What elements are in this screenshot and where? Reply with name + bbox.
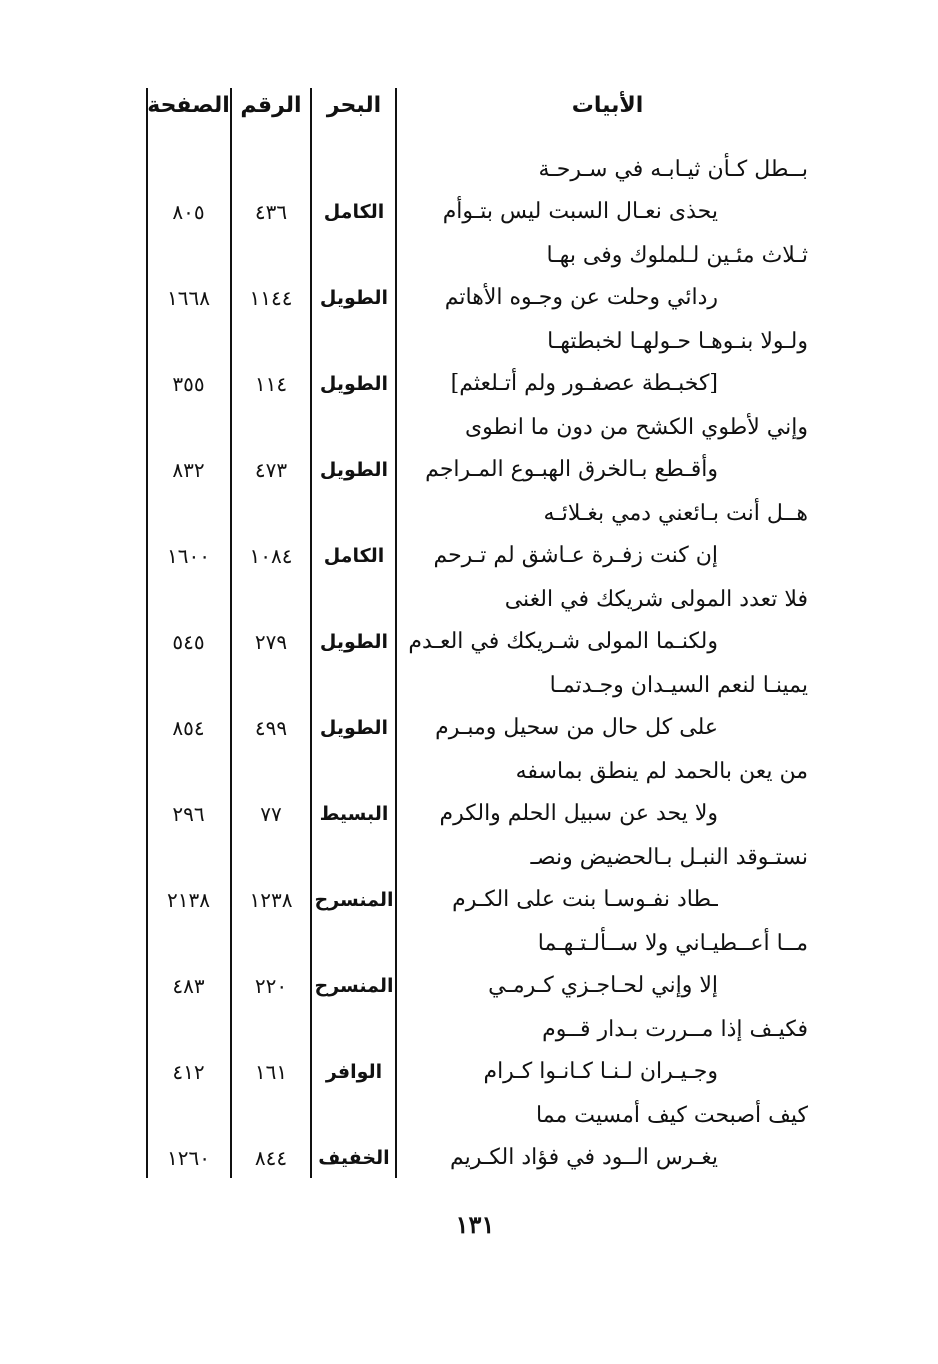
page-cell: ١٦٠٠ (167, 544, 210, 568)
second-hemistich: يغـرس الــود في فؤاد الكـريم (450, 1145, 718, 1170)
first-hemistich: بــطل كـأن ثيـابـه في سـرحـة (538, 157, 808, 182)
second-hemistich: ولا يحد عن سبيل الحلم والكرم (439, 801, 718, 826)
first-hemistich: من يعن بالحمد لم ينطق بماسفه (515, 759, 808, 784)
number-cell: ٢٢٠ (254, 974, 288, 998)
table-row (0, 236, 938, 322)
page-cell: ١٢٦٠ (167, 1146, 210, 1170)
number-cell: ٢٧٩ (254, 630, 288, 654)
page-cell: ٨٣٢ (172, 458, 205, 482)
second-hemistich: ولكنـما المولى شـريكك في العـدم (408, 629, 718, 654)
second-hemistich: ردائي وحلت عن وجـوه الأهاتم (444, 285, 718, 310)
second-hemistich: يحذى نعـال السبت ليس بتـوأم (442, 199, 718, 224)
number-cell: ٤٩٩ (254, 716, 288, 740)
number-cell: ١١٤ (254, 372, 288, 396)
meter-cell: البسيط (319, 803, 389, 825)
table-row (0, 322, 938, 408)
first-hemistich: هــل أنت بـائعني دمي بغـلائـه (543, 501, 808, 526)
second-hemistich: إن كنت زفـرة عـاشق لم تـرحم (433, 543, 718, 568)
first-hemistich: كيف أصبحت كيف أمسيت مما (536, 1103, 808, 1128)
number-cell: ٤٧٣ (254, 458, 288, 482)
meter-cell: الوافر (325, 1061, 383, 1083)
header-number: الرقم (240, 93, 302, 118)
meter-cell: الطويل (319, 287, 389, 309)
number-cell: ١١٤٤ (249, 286, 293, 310)
first-hemistich: يمينـا لنعم السيـدان وجـدتمـا (549, 673, 808, 698)
table-row (0, 1010, 938, 1096)
first-hemistich: وإني لأطوي الكشح من دون ما انطوى (464, 415, 808, 440)
number-cell: ٧٧ (260, 802, 282, 826)
first-hemistich: فلا تعدد المولى شريكك في الغنى (504, 587, 808, 612)
page-cell: ٤١٢ (172, 1060, 205, 1084)
header-verses: الأبيات (571, 93, 644, 118)
second-hemistich: وجـيـران لـنـا كـانـوا كـرام (483, 1059, 718, 1084)
page-cell: ١٦٦٨ (167, 286, 210, 310)
meter-cell: الطويل (319, 373, 389, 395)
table-row (0, 838, 938, 924)
meter-cell: الكامل (323, 545, 385, 567)
meter-cell: الطويل (319, 717, 389, 739)
page-number: ١٣١ (455, 1210, 495, 1239)
table-row (0, 408, 938, 494)
second-hemistich: ـطاد نفـوسـا بنت على الكـرم (452, 887, 718, 912)
meter-cell: الخفيف (318, 1147, 390, 1169)
number-cell: ١٠٨٤ (249, 544, 293, 568)
table-row (0, 752, 938, 838)
meter-cell: المنسرح (314, 975, 394, 997)
table-row (0, 580, 938, 666)
number-cell: ١٢٣٨ (249, 888, 293, 912)
page-cell: ٢٩٦ (172, 802, 205, 826)
meter-cell: المنسرح (314, 889, 394, 911)
page-cell: ٥٤٥ (172, 630, 205, 654)
number-cell: ٨٤٤ (254, 1146, 288, 1170)
table-row (0, 150, 938, 236)
meter-cell: الكامل (323, 201, 385, 223)
second-hemistich: وأقـطع بـالخرق الهبـوع المـراجم (425, 457, 718, 482)
second-hemistich: على كل حال من سحيل ومبـرم (435, 715, 718, 740)
page-cell: ٢١٣٨ (167, 888, 210, 912)
number-cell: ٤٣٦ (254, 200, 288, 224)
table-row (0, 924, 938, 1010)
first-hemistich: مــا أعــطيـاني ولا ســألـتـهـما (537, 931, 808, 956)
table-row (0, 666, 938, 752)
header-meter: البحر (326, 93, 382, 118)
first-hemistich: نستـوقد النبـل بـالحضيض ونصـ (530, 845, 808, 870)
page-cell: ٨٥٤ (172, 716, 205, 740)
page-cell: ٣٥٥ (172, 372, 205, 396)
table-row (0, 494, 938, 580)
meter-cell: الطويل (319, 631, 389, 653)
second-hemistich: إلا وإني لحـاجـزي كـرمـي (488, 973, 718, 998)
header-page: الصفحة (147, 93, 230, 118)
page-cell: ٨٠٥ (172, 200, 205, 224)
table-row (0, 1096, 938, 1182)
meter-cell: الطويل (319, 459, 389, 481)
page-cell: ٤٨٣ (172, 974, 205, 998)
first-hemistich: فكيـف إذا مــررت بـدار قــوم (542, 1017, 808, 1042)
first-hemistich: ثـلاث مئـين لـلملوك وفى بهـا (546, 243, 808, 268)
second-hemistich: [كخبـطة عصفـور ولم أتـلعثم] (450, 371, 718, 396)
number-cell: ١٦١ (254, 1060, 288, 1084)
first-hemistich: ولـولا بنـوهـا حـولهـا لخبطتهـا (547, 329, 808, 354)
